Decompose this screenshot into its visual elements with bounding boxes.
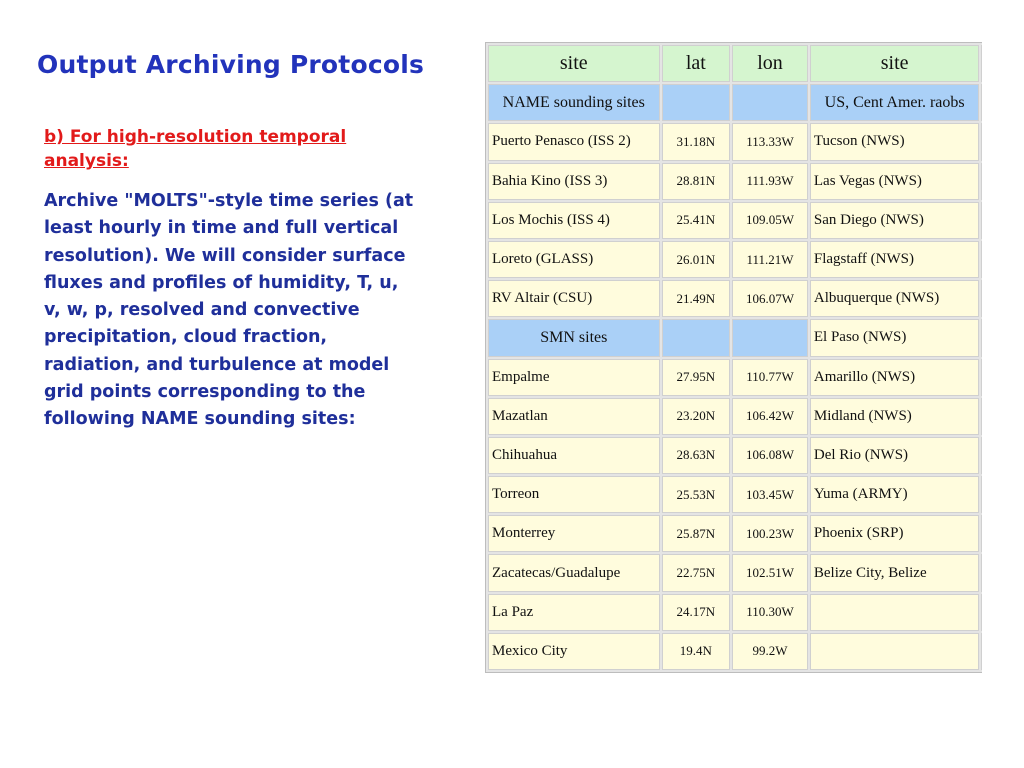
lon-cell: 113.33W [732,123,808,160]
group-empty-cell [981,84,982,121]
site-cell-2: Tucson (NWS) [810,123,980,160]
section-subheading: b) For high-resolution temporal analysis: [44,127,347,171]
table-row [488,437,982,474]
lat-cell: 21.49N [662,280,731,317]
extra-cell [981,202,982,239]
extra-cell [981,398,982,435]
lat-cell: 22.75N [662,554,731,591]
group-name-smn-sites: SMN sites [488,319,660,356]
group-name-sounding-sites: NAME sounding sites [488,84,660,121]
site-cell-2: San Diego (NWS) [810,202,980,239]
lat-cell: 27.95N [662,359,731,396]
site-cell-2: Belize City, Belize [810,554,980,591]
lon-cell: 103.45W [732,476,808,513]
group-empty-cell [662,319,731,356]
group-empty-cell [732,84,808,121]
table-row [488,633,982,670]
sites-table-container [485,42,982,696]
site-cell-2: Flagstaff (NWS) [810,241,980,278]
site-cell: RV Altair (CSU) [488,280,660,317]
extra-cell [981,359,982,396]
body-paragraph: Archive "MOLTS"-style time series (at least hourly in time and full vertical resolution). We will consider surface fluxes and profiles of humidity, T, u, v, w, p, resolved and convective precipitation, cloud fraction, radiation, and turbulence at model grid points corresponding to the following NAME sounding sites: [44,191,414,430]
lat-cell: 31.18N [662,123,731,160]
extra-cell [981,554,982,591]
extra-cell [981,123,982,160]
table-row [488,515,982,552]
site-cell-2: Yuma (ARMY) [810,476,980,513]
site-cell-2: El Paso (NWS) [810,319,980,356]
lon-cell: 106.08W [732,437,808,474]
table-row [488,554,982,591]
lon-cell: 110.77W [732,359,808,396]
extra-cell [981,163,982,200]
extra-cell [981,594,982,631]
lon-cell: 111.21W [732,241,808,278]
lon-cell: 110.30W [732,594,808,631]
table-group-row [488,319,982,356]
table-row [488,476,982,513]
lat-cell: 25.53N [662,476,731,513]
table-group-row [488,84,982,121]
site-cell: Mazatlan [488,398,660,435]
table-header-row [488,45,982,82]
lon-cell: 106.07W [732,280,808,317]
extra-cell [981,319,982,356]
extra-cell [981,280,982,317]
lat-cell: 28.81N [662,163,731,200]
lat-cell: 25.41N [662,202,731,239]
group-empty-cell [732,319,808,356]
lon-cell: 106.42W [732,398,808,435]
site-cell-2: Las Vegas (NWS) [810,163,980,200]
table-row [488,280,982,317]
site-cell: Zacatecas/Guadalupe [488,554,660,591]
group-name-us-raobs: US, Cent Amer. raobs [810,84,980,121]
site-cell-2: Phoenix (SRP) [810,515,980,552]
site-cell: Puerto Penasco (ISS 2) [488,123,660,160]
site-cell-2 [810,594,980,631]
lat-cell: 26.01N [662,241,731,278]
header-site: site [488,45,660,82]
lat-cell: 25.87N [662,515,731,552]
header-lat: lat [662,45,731,82]
lat-cell: 23.20N [662,398,731,435]
table-row [488,594,982,631]
header-lon: lon [732,45,808,82]
site-cell: Torreon [488,476,660,513]
site-cell: Chihuahua [488,437,660,474]
lon-cell: 100.23W [732,515,808,552]
header-extra [981,45,982,82]
site-cell: Empalme [488,359,660,396]
sounding-sites-table [485,42,982,673]
site-cell: Monterrey [488,515,660,552]
table-row [488,163,982,200]
site-cell: Mexico City [488,633,660,670]
lon-cell: 102.51W [732,554,808,591]
site-cell: Loreto (GLASS) [488,241,660,278]
extra-cell [981,241,982,278]
table-row [488,398,982,435]
site-cell: Bahia Kino (ISS 3) [488,163,660,200]
page-title: Output Archiving Protocols [37,50,425,79]
lat-cell: 19.4N [662,633,731,670]
lon-cell: 99.2W [732,633,808,670]
site-cell-2: Amarillo (NWS) [810,359,980,396]
table-row [488,241,982,278]
site-cell-2: Del Rio (NWS) [810,437,980,474]
site-cell-2: Albuquerque (NWS) [810,280,980,317]
site-cell-2 [810,633,980,670]
site-cell: Los Mochis (ISS 4) [488,202,660,239]
lat-cell: 28.63N [662,437,731,474]
table-row [488,123,982,160]
header-site-2: site [810,45,980,82]
lat-cell: 24.17N [662,594,731,631]
table-row [488,359,982,396]
group-empty-cell [662,84,731,121]
lon-cell: 111.93W [732,163,808,200]
table-row [488,202,982,239]
lon-cell: 109.05W [732,202,808,239]
extra-cell [981,515,982,552]
extra-cell [981,476,982,513]
site-cell: La Paz [488,594,660,631]
extra-cell [981,437,982,474]
site-cell-2: Midland (NWS) [810,398,980,435]
extra-cell [981,633,982,670]
